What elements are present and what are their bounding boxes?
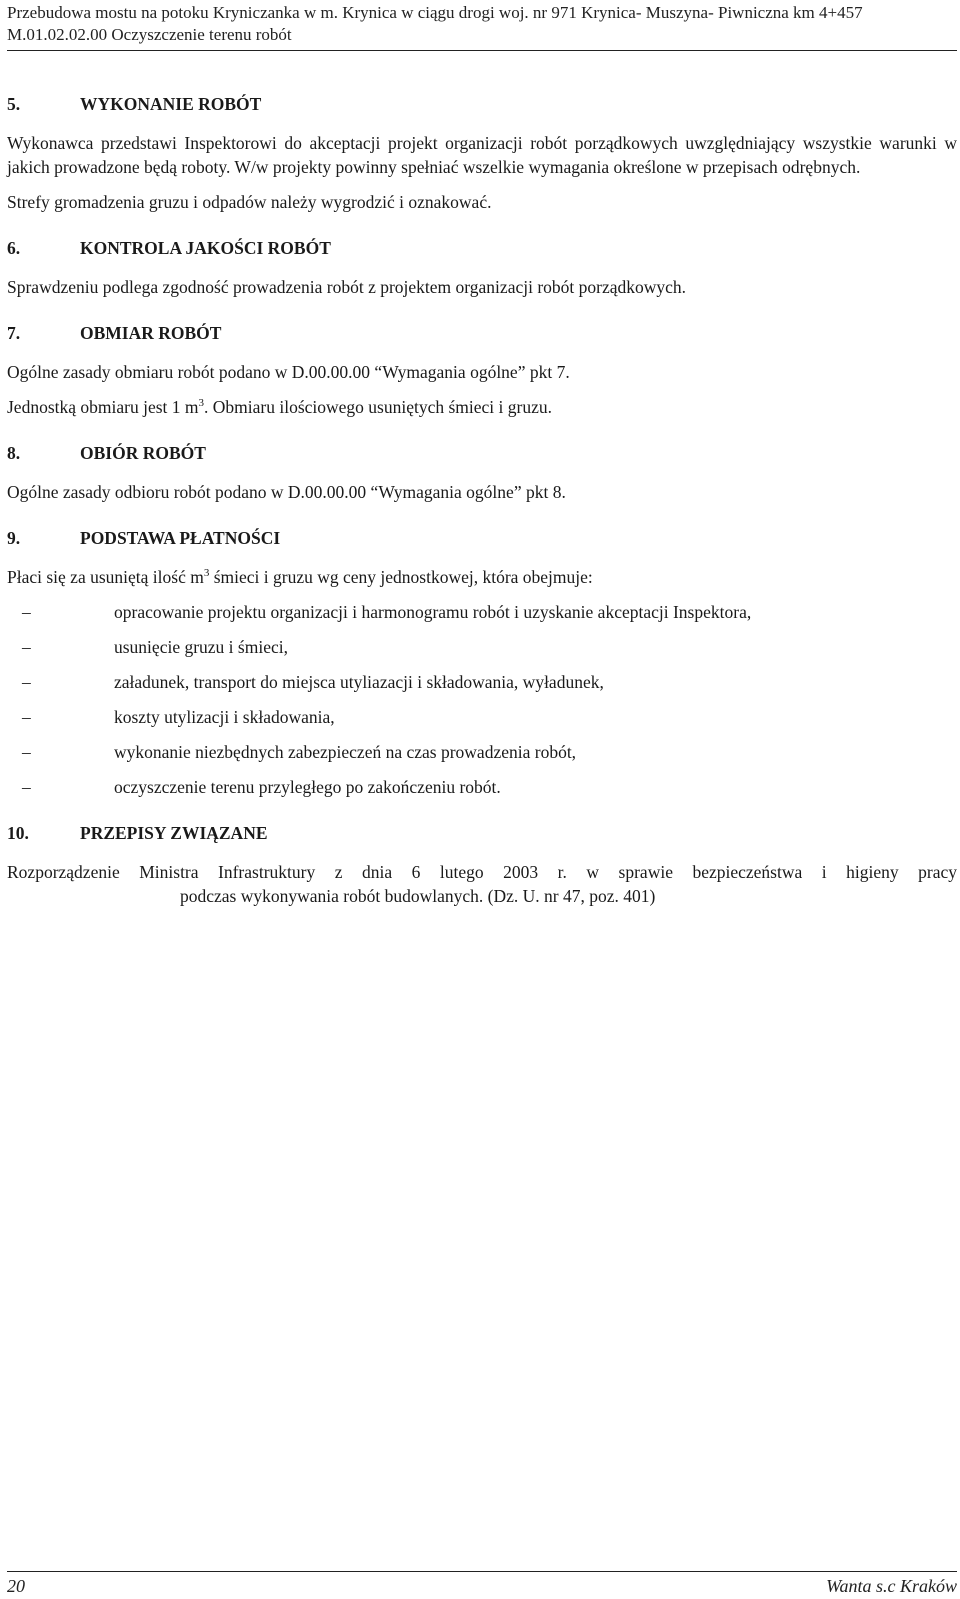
dash-bullet: – bbox=[22, 742, 31, 762]
list-item bbox=[7, 705, 957, 729]
section-6 bbox=[7, 236, 957, 299]
header-spec-code: M.01.02.02.00 Oczyszczenie terenu robót bbox=[7, 25, 292, 44]
list-item bbox=[7, 600, 957, 624]
section-title: OBMIAR ROBÓT bbox=[80, 323, 222, 343]
list-item bbox=[7, 635, 957, 659]
paragraph bbox=[7, 565, 957, 589]
section-title: PODSTAWA PŁATNOŚCI bbox=[80, 528, 281, 548]
section-title: OBIÓR ROBÓT bbox=[80, 443, 206, 463]
regulation-line: Rozporządzenie Ministra Infrastruktury z dnia 6 lutego 2003 r. w sprawie bezpieczeństwa i higieny pracy bbox=[7, 862, 957, 882]
list-item-text: załadunek, transport do miejsca utyliazacji i składowania, wyładunek, bbox=[114, 672, 604, 692]
dash-bullet: – bbox=[22, 672, 31, 692]
header-project-title: Przebudowa mostu na potoku Kryniczanka w m. Krynica w ciągu drogi woj. nr 971 Krynica- Muszyna- Piwniczna km 4+457 bbox=[7, 3, 863, 22]
paragraph: Sprawdzeniu podlega zgodność prowadzenia robót z projektem organizacji robót porządkowych. bbox=[7, 277, 687, 297]
regulation-reference bbox=[7, 860, 957, 908]
text-run: Jednostką obmiaru jest 1 m bbox=[7, 397, 199, 417]
section-number: 8. bbox=[7, 443, 21, 463]
section-number: 6. bbox=[7, 238, 21, 258]
list-item-text: opracowanie projektu organizacji i harmonogramu robót i uzyskanie akceptacji Inspektora, bbox=[114, 602, 752, 622]
page-footer bbox=[7, 1576, 957, 1597]
section-heading bbox=[7, 821, 957, 845]
paragraph: Wykonawca przedstawi Inspektorowi do akceptacji projekt organizacji robót porządkowych uwzględniający wszystkie warunki w jakich prowadzone będą roboty. W/w projekty powinny spełniać wszelkie wymagania określone w przepisach odrębnych. bbox=[7, 133, 957, 177]
footer-divider bbox=[7, 1571, 957, 1572]
section-heading bbox=[7, 92, 957, 116]
paragraph: Ogólne zasady odbioru robót podano w D.00.00.00 “Wymagania ogólne” pkt 8. bbox=[7, 482, 566, 502]
document-body bbox=[7, 92, 957, 930]
section-heading bbox=[7, 441, 957, 465]
paragraph bbox=[7, 395, 957, 419]
dash-bullet: – bbox=[22, 707, 31, 727]
page-number: 20 bbox=[7, 1576, 25, 1596]
section-9 bbox=[7, 526, 957, 799]
section-title: WYKONANIE ROBÓT bbox=[80, 94, 262, 114]
list-item bbox=[7, 670, 957, 694]
dash-list bbox=[7, 600, 957, 799]
section-5 bbox=[7, 92, 957, 214]
text-run: . Obmiaru ilościowego usuniętych śmieci i gruzu. bbox=[204, 397, 552, 417]
list-item-text: wykonanie niezbędnych zabezpieczeń na czas prowadzenia robót, bbox=[114, 742, 577, 762]
section-title: KONTROLA JAKOŚCI ROBÓT bbox=[80, 238, 331, 258]
list-item bbox=[7, 740, 957, 764]
list-item-text: usunięcie gruzu i śmieci, bbox=[114, 637, 288, 657]
section-10 bbox=[7, 821, 957, 908]
regulation-line: podczas wykonywania robót budowlanych. (Dz. U. nr 47, poz. 401) bbox=[180, 886, 656, 906]
section-title: PRZEPISY ZWIĄZANE bbox=[80, 823, 268, 843]
section-heading bbox=[7, 321, 957, 345]
section-number: 10. bbox=[7, 823, 29, 843]
dash-bullet: – bbox=[22, 637, 31, 657]
superscript: 3 bbox=[203, 567, 210, 580]
paragraph: Strefy gromadzenia gruzu i odpadów należy wygrodzić i oznakować. bbox=[7, 192, 492, 212]
dash-bullet: – bbox=[22, 602, 31, 622]
dash-bullet: – bbox=[22, 777, 31, 797]
section-heading bbox=[7, 526, 957, 550]
section-number: 7. bbox=[7, 323, 21, 343]
section-number: 5. bbox=[7, 94, 21, 114]
header-divider bbox=[7, 50, 957, 51]
section-8 bbox=[7, 441, 957, 504]
text-run: śmieci i gruzu wg ceny jednostkowej, która obejmuje: bbox=[209, 567, 593, 587]
list-item bbox=[7, 775, 957, 799]
list-item-text: oczyszczenie terenu przyległego po zakończeniu robót. bbox=[114, 777, 501, 797]
list-item-text: koszty utylizacji i składowania, bbox=[114, 707, 335, 727]
text-run: Płaci się za usuniętą ilość m bbox=[7, 567, 204, 587]
section-number: 9. bbox=[7, 528, 21, 548]
section-7 bbox=[7, 321, 957, 419]
page-header bbox=[7, 2, 957, 46]
superscript: 3 bbox=[198, 397, 205, 410]
section-heading bbox=[7, 236, 957, 260]
paragraph: Ogólne zasady obmiaru robót podano w D.00.00.00 “Wymagania ogólne” pkt 7. bbox=[7, 362, 570, 382]
footer-company: Wanta s.c Kraków bbox=[826, 1576, 957, 1596]
